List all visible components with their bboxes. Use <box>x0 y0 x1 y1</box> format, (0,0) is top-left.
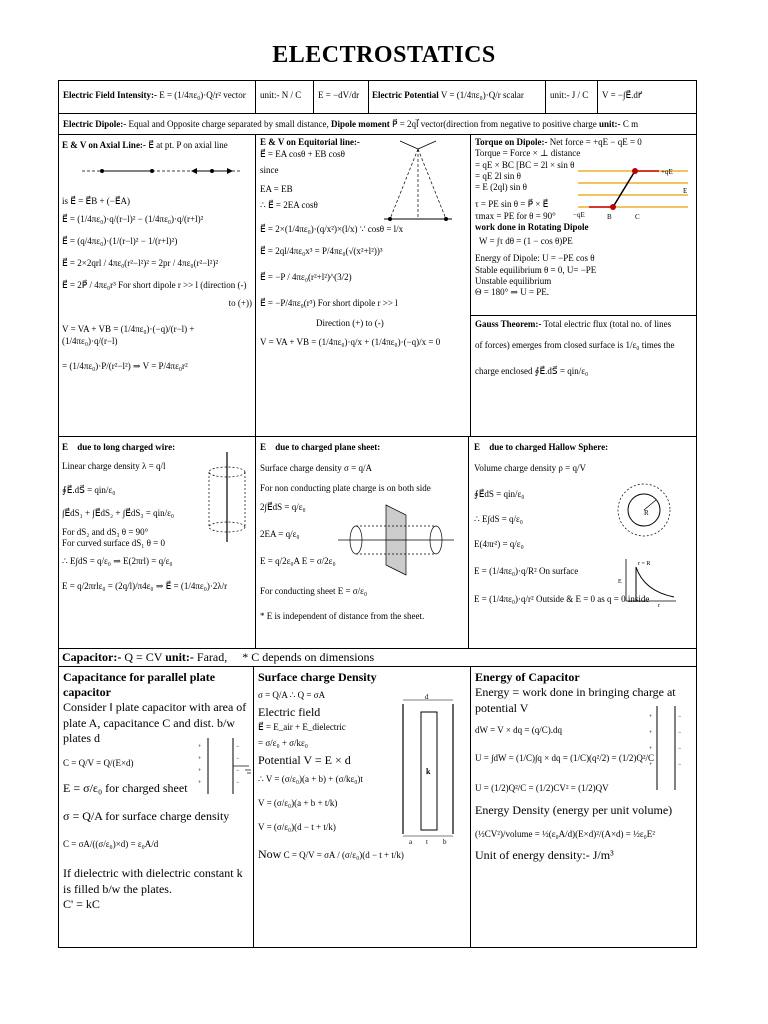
gauss-text-3: charge enclosed ∮E⃗.dS⃗ = qin/ε₀ <box>475 365 589 376</box>
svg-text:−: − <box>678 714 682 720</box>
dipole-unit: C m <box>622 119 639 129</box>
unit-label: unit:- <box>550 90 570 100</box>
svg-text:−: − <box>236 780 240 786</box>
axial-line-cell <box>62 140 252 434</box>
wire-cell <box>62 442 252 647</box>
col-divider <box>470 134 471 436</box>
wire-eq-7: E = q/2πrlε₀ = (2q/l)/π4ε₀ ⇒ E⃗ = (1/4πε₀)·2λ/r <box>62 580 228 591</box>
label-c: C <box>635 213 640 221</box>
capacitor-note: * C depends on dimensions <box>242 650 375 664</box>
equatorial-eq-3: EA = EB <box>260 183 293 194</box>
row-divider <box>58 113 697 114</box>
torque-diagram <box>573 161 693 221</box>
surface-eq-5: V = (σ/ε₀)(a + b + t/k) <box>258 797 338 808</box>
col-divider <box>470 666 471 948</box>
work-heading: work done in Rotating Dipole <box>475 221 589 232</box>
equatorial-eq-6: E⃗ = 2ql/4πε₀x³ = P/4πε₀(√(x²+l²))³ <box>260 245 383 256</box>
col-divider <box>468 436 469 648</box>
energy-line-1: Energy of Dipole: U = −PE cos θ <box>475 253 595 264</box>
surface-eq-6: V = (σ/ε₀)(d − t + t/k) <box>258 821 336 832</box>
equatorial-eq-1: E⃗ = EA cosθ + EB cosθ <box>260 149 345 160</box>
wire-eq-6: ∴ E∫dS = q/ε₀ ⇒ E(2πrl) = q/ε₀ <box>62 555 173 566</box>
unit-label: unit:- <box>260 90 280 100</box>
sheet-eq-7: * E is independent of distance from the sheet. <box>260 610 425 621</box>
surface-eq-7: C = Q/V = σA / (σ/ε₀)(d − t + t/k) <box>283 850 404 861</box>
svg-text:+: + <box>198 780 202 786</box>
sphere-graph <box>618 557 678 607</box>
parallel-eq-2: E = σ/ε₀ for charged sheet <box>63 780 188 795</box>
axial-eq-1: is E⃗ = E⃗B + (−E⃗A) <box>62 195 131 206</box>
field-unit: N / C <box>281 90 302 100</box>
field-intensity-formula: E = (1/4πε₀)·Q/r² vector <box>159 90 246 100</box>
dielectric-diagram <box>393 694 463 844</box>
sheet-eq-2: For non conducting plate charge is on both side <box>260 482 431 493</box>
sheet-eq-3: 2∫E⃗dS = q/ε₀ <box>260 501 306 512</box>
sheet-eq-4: 2EA = q/ε₀ <box>260 529 300 539</box>
axial-eq-8: = (1/4πε₀)·P/(r²−l²) ⇒ V = P/4πε₀r² <box>62 360 188 371</box>
wire-eq-1: Linear charge density λ = q/l <box>62 461 166 472</box>
gauss-cell <box>475 319 695 434</box>
torque-line-7: τmax = PE for θ = 90° <box>475 210 556 221</box>
potential-unit-cell <box>550 90 596 101</box>
svg-text:+: + <box>649 714 653 720</box>
parallel-text: Consider ‖ plate capacitor with area of plate A, capacitance C and dist. b/w plates d <box>63 700 247 746</box>
field-unit-cell <box>260 90 312 101</box>
sphere-eq-4: E(4πr²) = q/ε₀ <box>474 539 524 549</box>
energy-eq-4: (½CV²)/volume = ½(ε₀A/d)(E×d)²/(A×d) = ½ε₀E² <box>475 829 655 840</box>
wire-heading: E⃗ due to long charged wire: <box>62 442 176 452</box>
equatorial-eq-9: Direction (+) to (-) <box>316 318 384 329</box>
wire-eq-3: ∫E⃗dS₁ + ∫E⃗dS₂ + ∫E⃗dS₃ = qin/ε₀ <box>62 507 175 518</box>
sheet-cell <box>260 442 467 647</box>
equatorial-line-cell <box>260 137 468 434</box>
col-divider <box>368 80 369 113</box>
col-divider <box>255 80 256 113</box>
energy-eq-2: U = ∫dW = (1/C)∫q × dq = (1/C)(q²/2) = (1/2)Q²/C <box>475 753 655 764</box>
dipole-moment-text: P⃗ = 2ql⃗ vector(direction from negative to positive charge <box>392 119 597 129</box>
equatorial-heading: E & V on Equitorial line:- <box>260 137 360 147</box>
dielectric-d-label: d <box>425 694 429 701</box>
svg-text:−: − <box>678 762 682 768</box>
col-divider <box>313 80 314 113</box>
label-b: B <box>607 213 612 221</box>
surface-eq-2: E⃗ = E_air + E_dielectric <box>258 721 346 732</box>
col-divider <box>253 666 254 948</box>
svg-text:+: + <box>198 768 202 774</box>
wire-eq-4: For dS₂ and dS₃ θ = 90° <box>62 527 149 537</box>
energy-line-3: Unstable equilibrium <box>475 275 552 286</box>
row-divider <box>58 134 697 135</box>
sphere-cell <box>474 442 695 647</box>
energy-eq-3: U = (1/2)Q²/C = (1/2)CV² = (1/2)QV <box>475 783 609 794</box>
axial-eq-2: E⃗ = (1/4πε₀)·q/(r−l)² − (1/4πε₀)·q/(r+l)² <box>62 213 204 224</box>
work-formula: W = ∫τ dθ = (1 − cos θ)PE <box>479 236 573 246</box>
graph-label-e: E <box>618 579 622 585</box>
sphere-eq-2: ∮E⃗dS = qin/ε₀ <box>474 488 525 499</box>
energy-text-1: Energy = work done in bringing charge at potential V <box>475 685 676 715</box>
v-integral-formula: V = −∫E⃗.dr⃗ <box>602 90 642 100</box>
wire-eq-5: For curved surface dS₁ θ = 0 <box>62 538 165 549</box>
equatorial-eq-10: V = VA + VB = (1/4πε₀)·q/x + (1/4πε₀)·(−q)/x = 0 <box>260 336 441 347</box>
dielectric-k-label: k <box>426 767 431 776</box>
sphere-eq-6: E = (1/4πε₀)·q/r² Outside & E = 0 as q = 0 inside <box>474 593 650 604</box>
dielectric-t-label: t <box>426 838 428 844</box>
capacitor-formula: Q = CV <box>124 650 163 664</box>
capacitor-unit: Farad, <box>196 650 228 664</box>
dipole-text: Equal and Opposite charge separated by small distance, <box>128 119 329 129</box>
torque-line-2: Torque = Force × ⊥ distance <box>475 148 581 159</box>
torque-line-3: = qE × BC [BC = 2l × sin θ <box>475 159 575 170</box>
svg-text:+: + <box>649 730 653 736</box>
svg-text:−: − <box>236 744 240 750</box>
potential-label: Electric Potential <box>372 90 439 100</box>
sheet-eq-1: Surface charge density σ = q/A <box>260 463 372 474</box>
svg-text:−: − <box>236 768 240 774</box>
sheet-heading: E⃗ due to charged plane sheet: <box>260 442 381 452</box>
axial-eq-3: E⃗ = (q/4πε₀)·(1/(r−l)² − 1/(r+l)²) <box>62 235 178 246</box>
surface-eq-4: ∴ V = (σ/ε₀)(a + b) + (σ/kε₀)t <box>258 773 363 784</box>
v-integral-cell <box>602 90 696 101</box>
label-e: E <box>683 187 688 195</box>
dipole-row <box>63 119 695 130</box>
cell-divider <box>470 315 697 316</box>
sphere-eq-5: E = (1/4πε₀)·q/R² On surface <box>474 566 579 577</box>
col-divider <box>255 134 256 436</box>
dipole-label: Electric Dipole:- <box>63 119 127 129</box>
energy-line-2: Stable equilibrium θ = 0, U= −PE <box>475 264 597 275</box>
axial-eq-6: to (+)) <box>228 298 252 309</box>
unit-label: unit:- <box>599 119 621 129</box>
sphere-eq-1: Volume charge density ρ = q/V <box>474 463 586 474</box>
surface-text-3: Now <box>258 847 282 862</box>
energy-cell <box>475 670 695 946</box>
surface-density-cell <box>258 670 468 946</box>
potential-unit: J / C <box>571 90 589 100</box>
col-divider <box>255 436 256 648</box>
equatorial-eq-2: since <box>260 165 279 176</box>
axial-note: E⃗ at pt. P on axial line <box>148 140 228 150</box>
capacitor-label: Capacitor:- <box>62 650 122 664</box>
sheet-eq-5: E = q/2ε₀A E = σ/2ε₀ <box>260 556 336 567</box>
energy-heading: Energy of Capacitor <box>475 670 580 684</box>
torque-cell <box>475 137 695 313</box>
svg-text:+: + <box>198 756 202 762</box>
gauss-text-1: Total electric flux (total no. of lines <box>543 319 672 329</box>
sphere-diagram <box>614 480 674 540</box>
field-intensity-cell <box>63 90 253 101</box>
torque-line-5: = E (2ql) sin θ <box>475 182 527 192</box>
svg-text:+: + <box>649 762 653 768</box>
energy-eq-1: dW = V × dq = (q/C).dq <box>475 725 562 736</box>
energy-capacitor-diagram <box>647 704 687 794</box>
col-divider <box>597 80 598 113</box>
e-dv-formula: E = −dV/dr <box>318 90 360 100</box>
e-dv-cell <box>318 90 368 101</box>
potential-formula: V = (1/4πε₀)·Q/r scalar <box>440 90 524 100</box>
parallel-plate-diagram <box>193 736 251 796</box>
parallel-eq-1: C = Q/V = Q/(E×d) <box>63 757 134 768</box>
gauss-heading: Gauss Theorem:- <box>475 319 542 329</box>
page-title: ELECTROSTATICS <box>272 42 496 68</box>
dielectric-a-label: a <box>409 838 413 844</box>
sheet-eq-6: For conducting sheet E = σ/ε₀ <box>260 585 368 596</box>
torque-line-1: Net force = +qE − qE = 0 <box>549 137 642 147</box>
sphere-heading: E⃗ due to charged Hallow Sphere: <box>474 442 609 452</box>
gauss-text-2: of forces) emerges from closed surface is 1/ε₀ times the <box>475 340 675 351</box>
surface-text-2: Potential V = E × d <box>258 753 351 768</box>
surface-heading: Surface charge Density <box>258 670 377 684</box>
col-divider <box>545 80 546 113</box>
graph-label-r-eq-R: r = R <box>638 561 651 567</box>
dipole-moment-label: Dipole moment <box>331 119 390 129</box>
svg-text:+: + <box>649 746 653 752</box>
svg-text:−: − <box>678 746 682 752</box>
graph-label-r: r <box>658 603 660 607</box>
svg-text:−: − <box>236 756 240 762</box>
parallel-plate-cell <box>63 670 251 946</box>
capacitor-row <box>62 650 374 665</box>
sheet-diagram <box>336 500 456 580</box>
parallel-heading: Capacitance for parallel plate capacitor <box>63 670 216 699</box>
parallel-eq-4: C = σA/((σ/ε₀)×d) = ε₀A/d <box>63 839 159 850</box>
sphere-eq-3: ∴ E∫dS = q/ε₀ <box>474 513 523 524</box>
torque-line-6: τ = PE sin θ = P⃗ × E⃗ <box>475 199 549 210</box>
axial-heading: E & V on Axial Line:- <box>62 140 146 150</box>
potential-cell <box>372 90 544 101</box>
svg-text:−: − <box>678 730 682 736</box>
equatorial-diagram <box>370 139 465 227</box>
unit-label: unit:- <box>165 650 194 664</box>
row-divider <box>58 648 697 649</box>
wire-cylinder-diagram <box>202 452 252 542</box>
axial-diagram <box>62 151 247 191</box>
energy-line-4: Θ = 180° ⇒ U = PE. <box>475 287 550 297</box>
row-divider <box>58 666 697 667</box>
parallel-tail-2: C' = kC <box>63 897 100 912</box>
wire-eq-2: ∮E⃗.dS⃗ = qin/ε₀ <box>62 484 116 495</box>
torque-heading: Torque on Dipole:- <box>475 137 548 147</box>
svg-text:+: + <box>198 744 202 750</box>
svg-text:R: R <box>644 509 649 517</box>
equatorial-eq-4: ∴ E⃗ = 2EA cosθ <box>260 199 318 210</box>
surface-eq-3: = σ/ε₀ + σ/kε₀ <box>258 737 308 748</box>
torque-line-4: = qE 2l sin θ <box>475 170 521 181</box>
axial-eq-7: V = VA + VB = (1/4πε₀)·(−q)/(r−l) + (1/4πε₀)·q/(r−l) <box>62 324 195 347</box>
parallel-tail: If dielectric with dielectric constant k is filled b/w the plates. <box>63 866 243 896</box>
axial-eq-4: E⃗ = 2×2qrl / 4πε₀(r²−l²)² = 2pr / 4πε₀(r²−l²)² <box>62 257 219 268</box>
axial-eq-5: E⃗ = 2P⃗ / 4πε₀r³ For short dipole r >> l (direction (-) <box>62 280 247 291</box>
equatorial-eq-7: E⃗ = −P / 4πε₀(r²+l²)^(3/2) <box>260 272 352 283</box>
field-intensity-label: Electric Field Intensity:- <box>63 90 157 100</box>
energy-text-2: Energy Density (energy per unit volume) <box>475 802 673 817</box>
label-plus-qe: +qE <box>661 168 673 176</box>
equatorial-eq-5: E⃗ = 2×(1/4πε₀)·(q/x²)×(l/x) ∵ cosθ = l/x <box>260 223 404 234</box>
surface-text-1: Electric field <box>258 705 321 720</box>
equatorial-eq-8: E⃗ = −P/4πε₀(r³) For short dipole r >> l <box>260 298 398 309</box>
surface-eq-1: σ = Q/A ∴ Q = σA <box>258 690 326 700</box>
parallel-eq-3: σ = Q/A for surface charge density <box>63 808 230 823</box>
label-minus-qe: −qE <box>573 211 585 219</box>
row-divider <box>58 436 697 437</box>
energy-text-3: Unit of energy density:- J/m³ <box>475 848 614 863</box>
dielectric-b-label: b <box>443 838 447 844</box>
